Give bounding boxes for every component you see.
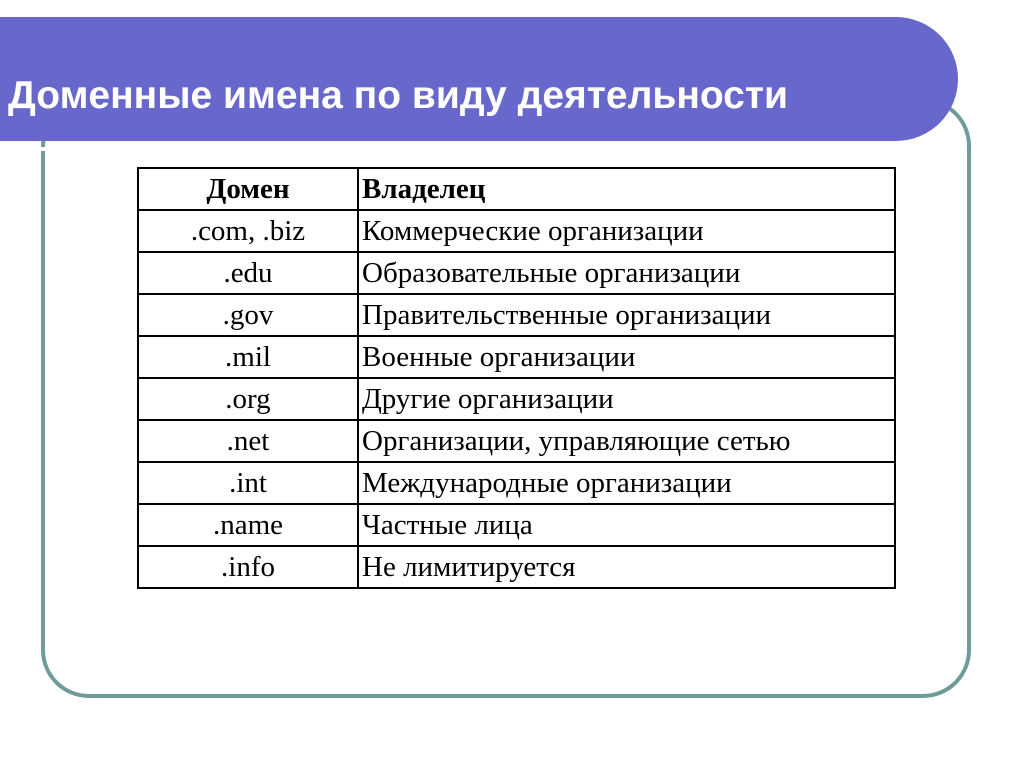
- title-band: [0, 17, 958, 141]
- table-row: [138, 462, 895, 504]
- domain-cell: .int: [138, 462, 358, 504]
- table-row: [138, 336, 895, 378]
- owner-cell: Образовательные организации: [358, 252, 895, 294]
- owner-cell: Коммерческие организации: [358, 210, 895, 252]
- domain-cell: .net: [138, 420, 358, 462]
- table-row: [138, 210, 895, 252]
- header-owner: Владелец: [358, 168, 895, 210]
- owner-cell: Организации, управляющие сетью: [358, 420, 895, 462]
- table-row: [138, 420, 895, 462]
- domain-cell: .org: [138, 378, 358, 420]
- slide-title: Доменные имена по виду деятельности: [8, 74, 788, 117]
- header-domain: Домен: [138, 168, 358, 210]
- table-row: [138, 294, 895, 336]
- domain-cell: .edu: [138, 252, 358, 294]
- table-row: [138, 378, 895, 420]
- domain-table: [137, 167, 896, 589]
- owner-cell: Правительственные организации: [358, 294, 895, 336]
- owner-cell: Другие организации: [358, 378, 895, 420]
- owner-cell: Международные организации: [358, 462, 895, 504]
- table-row: [138, 252, 895, 294]
- domain-cell: .com, .biz: [138, 210, 358, 252]
- domain-cell: .info: [138, 546, 358, 588]
- domain-cell: .mil: [138, 336, 358, 378]
- table-row: [138, 504, 895, 546]
- owner-cell: Не лимитируется: [358, 546, 895, 588]
- title-underline: [0, 147, 907, 151]
- table-row: [138, 546, 895, 588]
- domain-cell: .name: [138, 504, 358, 546]
- domain-cell: .gov: [138, 294, 358, 336]
- owner-cell: Военные организации: [358, 336, 895, 378]
- table-header-row: [138, 168, 895, 210]
- owner-cell: Частные лица: [358, 504, 895, 546]
